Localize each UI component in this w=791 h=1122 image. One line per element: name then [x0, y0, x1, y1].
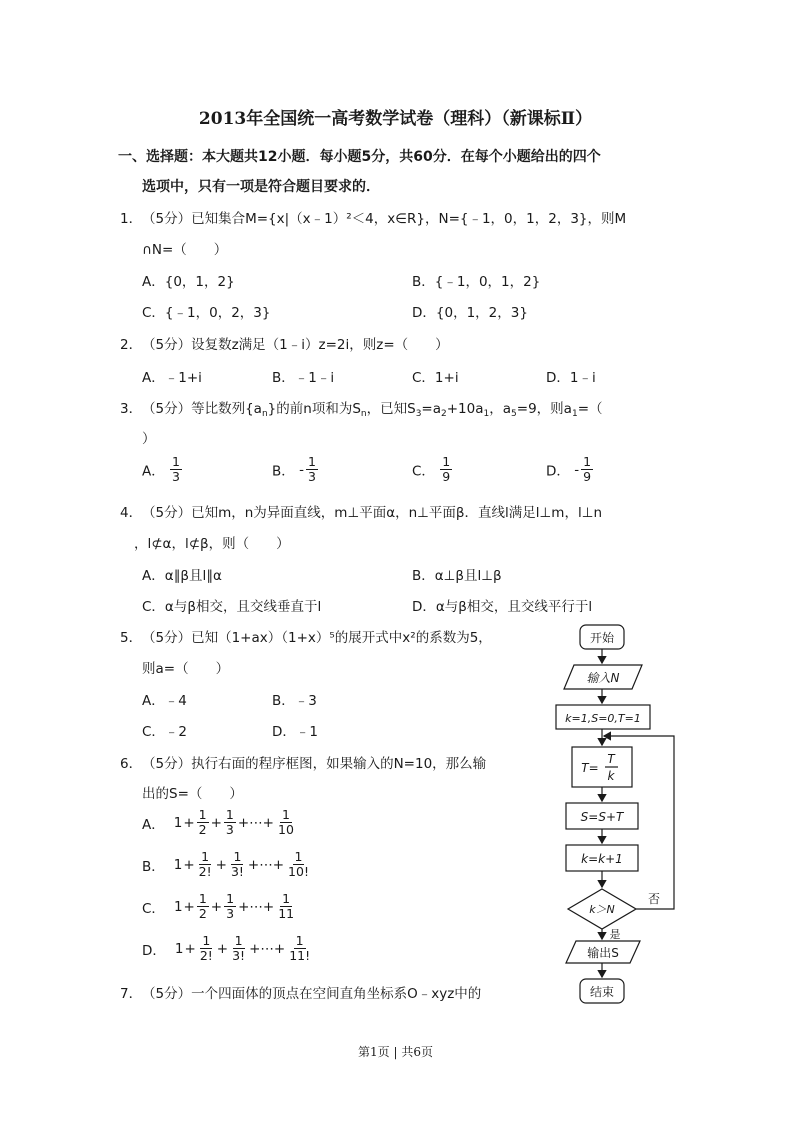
flow-start-label: 开始 — [589, 631, 615, 645]
fraction: $\frac{1}{2}$ — [198, 807, 207, 837]
option-label: A． — [142, 463, 165, 480]
plus: + — [183, 898, 195, 915]
ellipsis: +⋯+ — [237, 814, 274, 831]
flow-init-label: k=1,S=0,T=1 — [565, 712, 641, 725]
flow-output-label: 输出S — [587, 946, 619, 960]
question-text-cont: ，l⊄α，l⊄β，则（ ） — [134, 536, 290, 552]
text-part: ，a — [489, 401, 512, 417]
question-text: （5分）已知（1+ax）（1+x）⁵的展开式中x²的系数为5， — [142, 630, 492, 646]
fraction: $\frac{1}{3!}$ — [230, 849, 244, 879]
option-d — [142, 934, 313, 963]
flow-t-lhs: T= — [581, 761, 599, 775]
fraction: $\frac{1}{3}$ — [225, 807, 234, 837]
option-b: B．﹣1﹣i — [272, 370, 335, 386]
flow-t-den: k — [607, 769, 615, 783]
text-part: +10a — [446, 401, 484, 417]
option-c: C．1+i — [412, 370, 459, 386]
section-heading-line1: 一、选择题：本大题共12小题．每小题5分，共60分．在每个小题给出的四个 — [118, 149, 601, 165]
section-heading-line2: 选项中，只有一项是符合题目要求的． — [142, 179, 380, 195]
flow-end-label: 结束 — [589, 985, 615, 999]
fraction: $\frac{1}{3}$ — [226, 891, 235, 921]
page-footer: 第1页 | 共6页 — [358, 1045, 433, 1059]
plus: + — [183, 814, 195, 831]
subscript: 5 — [511, 409, 517, 419]
option-label: C． — [412, 463, 435, 480]
option-d: D．α与β相交，且交线平行于l — [412, 599, 593, 615]
flow-input-label: 输入N — [586, 671, 620, 685]
fraction: $\frac{1}{11}$ — [278, 891, 295, 921]
question-text: （5分）设复数z满足（1﹣i）z=2i，则z=（ ） — [142, 337, 449, 353]
text-part: =a — [421, 401, 442, 417]
question-number: 1． — [120, 211, 143, 227]
flow-inc-label: k=k+1 — [581, 852, 623, 866]
plus: + — [215, 856, 227, 873]
fraction: $\frac{1}{11!}$ — [289, 933, 311, 963]
option-c: C．α与β相交，且交线垂直于l — [142, 599, 322, 615]
option-a: A．﹣1+i — [142, 370, 202, 386]
question-number: 3． — [120, 401, 143, 417]
option-a: A．﹣4 — [142, 693, 187, 709]
option-c: C．﹣2 — [142, 724, 188, 740]
question-number: 7． — [120, 986, 143, 1002]
ellipsis: +⋯+ — [238, 898, 275, 915]
minus-sign: - — [574, 461, 580, 478]
term: 1 — [174, 940, 184, 957]
ellipsis: +⋯+ — [247, 856, 285, 873]
option-label: D． — [142, 942, 166, 959]
option-b: B．﹣3 — [272, 693, 317, 709]
option-b: B．{﹣1，0，1，2} — [412, 274, 541, 290]
option-label: B． — [272, 463, 295, 480]
term: 1 — [173, 856, 183, 873]
question-number: 4． — [120, 505, 143, 521]
subscript: 2 — [441, 409, 447, 419]
question-text: （5分）已知m，n为异面直线，m⊥平面α，n⊥平面β．直线l满足l⊥m，l⊥n — [142, 505, 603, 521]
fraction: $\frac{1}{3}$ — [307, 454, 316, 484]
option-c — [142, 892, 297, 921]
plus: + — [216, 940, 229, 957]
option-d: D．﹣1 — [272, 724, 318, 740]
option-label: C． — [142, 900, 165, 917]
ellipsis: +⋯+ — [249, 940, 286, 957]
fraction: $\frac{1}{3}$ — [172, 454, 180, 484]
fraction: $\frac{1}{9}$ — [442, 454, 451, 484]
flow-t-num: T — [607, 752, 615, 766]
fraction: $\frac{1}{2}$ — [198, 891, 207, 921]
subscript: n — [261, 409, 268, 419]
subscript: n — [360, 409, 367, 419]
plus: + — [183, 856, 195, 873]
subscript: 3 — [415, 409, 422, 419]
option-b — [272, 455, 319, 484]
fraction: $\frac{1}{10!}$ — [288, 849, 309, 879]
option-b — [142, 850, 312, 879]
fraction: $\frac{1}{9}$ — [583, 454, 592, 484]
minus-sign: - — [299, 461, 304, 478]
text-part: ，已知S — [366, 401, 416, 417]
question-text-cont: 则a=（ ） — [142, 661, 230, 677]
option-b: B．α⊥β且l⊥β — [412, 568, 502, 584]
question-number: 2． — [120, 337, 143, 353]
option-a — [142, 808, 297, 837]
fraction: $\frac{1}{10}$ — [278, 807, 294, 837]
flow-yes-label: 是 — [609, 928, 621, 941]
question-number: 5． — [120, 630, 143, 646]
subscript: 1 — [571, 409, 578, 419]
page-title: 2013年全国统一高考数学试卷（理科）（新课标Ⅱ） — [198, 109, 593, 129]
option-d — [546, 455, 594, 484]
option-label: D． — [546, 463, 570, 480]
option-label: B． — [142, 858, 165, 875]
question-text: （5分）执行右面的程序框图，如果输入的N=10，那么输 — [142, 756, 487, 772]
question-text — [142, 397, 603, 419]
fraction: $\frac{1}{2!}$ — [198, 849, 212, 879]
term: 1 — [173, 898, 183, 915]
option-d: D．1﹣i — [546, 370, 596, 386]
term: 1 — [173, 814, 183, 831]
option-a: A．{0，1，2} — [142, 274, 235, 290]
text-part: =9，则a — [516, 401, 572, 417]
question-text-cont: ∩N=（ ） — [142, 242, 228, 258]
text-part: （5分）等比数列{a — [142, 401, 262, 417]
flow-cond-label: k＞N — [589, 903, 615, 916]
question-number: 6． — [120, 756, 143, 772]
option-a: A．α∥β且l∥α — [142, 568, 222, 584]
fraction: $\frac{1}{3!}$ — [232, 933, 246, 963]
flowchart — [540, 615, 700, 1010]
option-a — [142, 455, 183, 484]
option-c — [412, 455, 453, 484]
question-text: （5分）已知集合M={x|（x﹣1）²＜4，x∈R}，N={﹣1，0，1，2，3}，则M — [142, 211, 627, 227]
text-part: =（ — [577, 401, 603, 417]
question-text-cont: ） — [142, 431, 156, 447]
text-part: }的前n项和为S — [267, 401, 361, 417]
plus: + — [210, 898, 223, 915]
flow-no-label: 否 — [647, 892, 661, 906]
option-c: C．{﹣1，0，2，3} — [142, 305, 271, 321]
option-d: D．{0，1，2，3} — [412, 305, 528, 321]
option-label: A． — [142, 816, 165, 833]
question-text: （5分）一个四面体的顶点在空间直角坐标系O﹣xyz中的 — [142, 986, 482, 1002]
flow-sum-label: S=S+T — [580, 810, 624, 824]
plus: + — [210, 814, 222, 831]
subscript: 1 — [483, 409, 490, 419]
question-text-cont: 出的S=（ ） — [142, 786, 243, 802]
fraction: $\frac{1}{2!}$ — [199, 933, 213, 963]
plus: + — [184, 940, 196, 957]
